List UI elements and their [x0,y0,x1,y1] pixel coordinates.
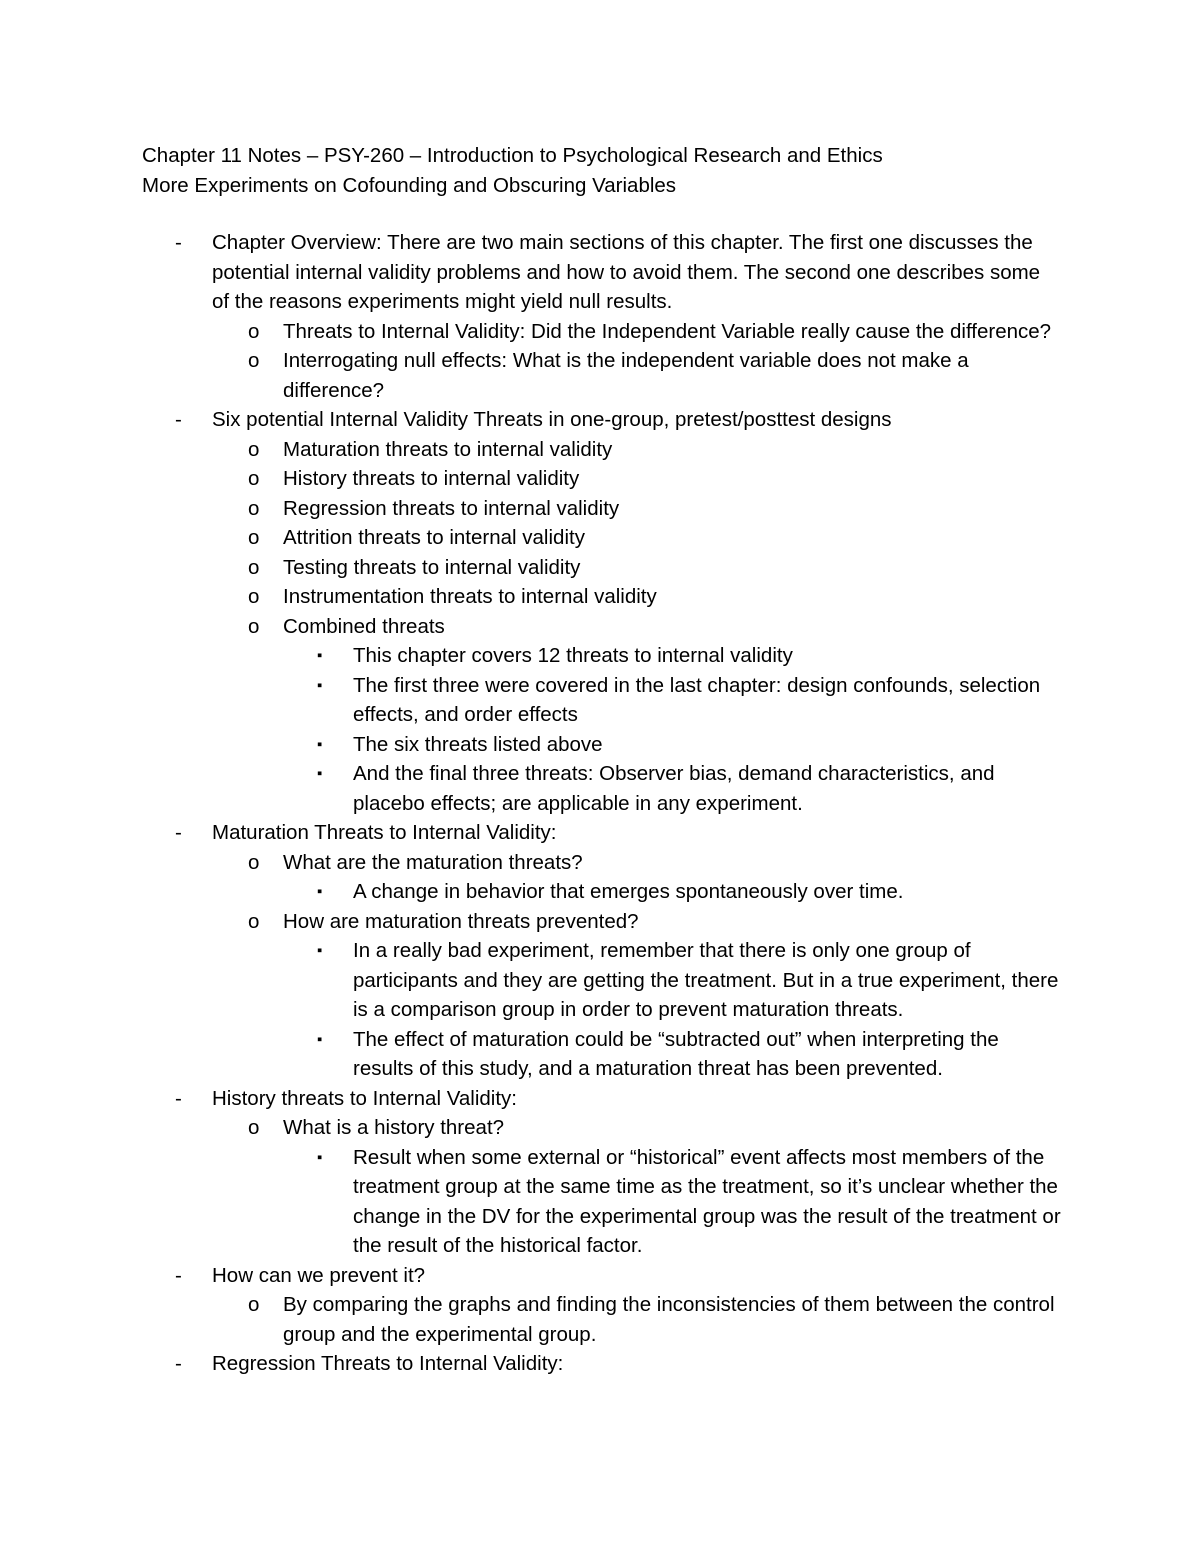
list-item-text: How can we prevent it? [212,1263,426,1287]
list-item [0,228,1200,317]
list-item [0,1261,1200,1291]
list-item-text: This chapter covers 12 threats to internal validity [353,644,793,667]
list-item [0,671,1200,730]
list-item [0,582,1200,612]
list-item-text: Result when some external or “historical” event affects most members of the treatment group at the same time as the treatment, so it’s unclear whether the change in the DV for the experimental group was the result of the treatment or the result of the historical factor. [353,1145,1061,1257]
bullet-icon: - [175,408,182,431]
list-item [0,346,1200,405]
list-item [0,641,1200,671]
list-item [0,1113,1200,1143]
bullet-icon: ▪ [317,735,323,753]
list-item-text: Instrumentation threats to internal validity [283,585,657,608]
list-item-text: Interrogating null effects: What is the independent variable does not make a difference? [283,349,969,402]
list-item [0,907,1200,937]
bullet-icon: o [248,1116,260,1139]
document-header [142,141,1102,200]
bullet-icon: o [248,526,260,549]
list-item [0,759,1200,818]
list-item [0,435,1200,465]
list-item-text: History threats to internal validity [283,467,580,490]
list-item-text: Threats to Internal Validity: Did the Independent Variable really cause the difference? [283,319,1052,343]
bullet-icon: o [248,437,260,461]
list-item [0,1143,1200,1261]
document-title: Chapter 11 Notes – PSY-260 – Introduction to Psychological Research and Ethics [142,144,883,167]
list-item [0,730,1200,760]
list-item-text: The effect of maturation could be “subtracted out” when interpreting the results of this study, and a maturation threat has been prevented. [353,1027,999,1080]
list-item-text: Testing threats to internal validity [283,555,581,579]
list-item [0,317,1200,347]
bullet-icon: o [248,614,260,638]
list-item-text: Maturation Threats to Internal Validity: [212,821,557,844]
bullet-icon: - [175,1263,182,1287]
bullet-icon: ▪ [317,1148,323,1166]
bullet-icon: o [248,349,260,372]
list-item-text: Regression Threats to Internal Validity: [212,1352,564,1375]
bullet-icon: o [248,555,260,579]
bullet-icon: o [248,585,260,608]
list-item [0,612,1200,642]
list-item [0,553,1200,583]
bullet-icon: ▪ [317,647,323,664]
bullet-icon: ▪ [317,1030,323,1048]
list-item [0,1290,1200,1349]
list-item-text: The first three were covered in the last chapter: design confounds, selection effects, and order effects [353,673,1041,726]
list-item-text: What are the maturation threats? [283,850,583,874]
list-item-text: Chapter Overview: There are two main sections of this chapter. The first one discusses the potential internal validity problems and how to avoid them. The second one describes some of the reasons experiments might yield null results. [212,231,1041,313]
list-item-text: What is a history threat? [283,1116,505,1139]
list-item-text: In a really bad experiment, remember that there is only one group of participants and they are getting the treatment. But in a true experiment, there is a comparison group in order to prevent maturation threats. [353,939,1059,1021]
bullet-icon: ▪ [317,942,323,959]
bullet-icon: o [248,850,260,874]
list-item-text: And the final three threats: Observer bias, demand characteristics, and placebo effects; are applicable in any experiment. [353,762,995,815]
bullet-icon: - [175,1086,182,1110]
list-item [0,464,1200,494]
list-item [0,494,1200,524]
bullet-icon: o [248,467,260,490]
list-item-text: How are maturation threats prevented? [283,909,639,933]
bullet-icon: - [175,1352,182,1375]
list-item [0,1025,1200,1084]
list-item-text: Six potential Internal Validity Threats in one-group, pretest/posttest designs [212,408,892,431]
bullet-icon: ▪ [317,765,323,782]
list-item [0,405,1200,435]
bullet-icon: - [175,821,182,844]
bullet-icon: o [248,1293,260,1316]
list-item-text: Attrition threats to internal validity [283,526,585,549]
list-item [0,523,1200,553]
list-item [0,1084,1200,1114]
bullet-icon: - [175,231,182,254]
list-item-text: Regression threats to internal validity [283,496,620,520]
list-item-text: History threats to Internal Validity: [212,1086,517,1110]
bullet-icon: o [248,319,260,343]
list-item-text: A change in behavior that emerges spontaneously over time. [353,880,904,903]
list-item-text: By comparing the graphs and finding the inconsistencies of them between the control group and the experimental group. [283,1293,1055,1346]
list-item [0,848,1200,878]
bullet-icon: ▪ [317,676,323,694]
list-item [0,936,1200,1025]
bullet-icon: o [248,496,260,520]
list-item-text: Combined threats [283,614,445,638]
list-item-text: Maturation threats to internal validity [283,437,613,461]
list-item-text: The six threats listed above [353,732,603,756]
bullet-icon: o [248,909,260,933]
notes-list [0,228,1200,1379]
list-item [0,818,1200,848]
list-item [0,877,1200,907]
list-item [0,1349,1200,1379]
document-subtitle: More Experiments on Cofounding and Obscuring Variables [142,173,677,197]
bullet-icon: ▪ [317,883,323,900]
